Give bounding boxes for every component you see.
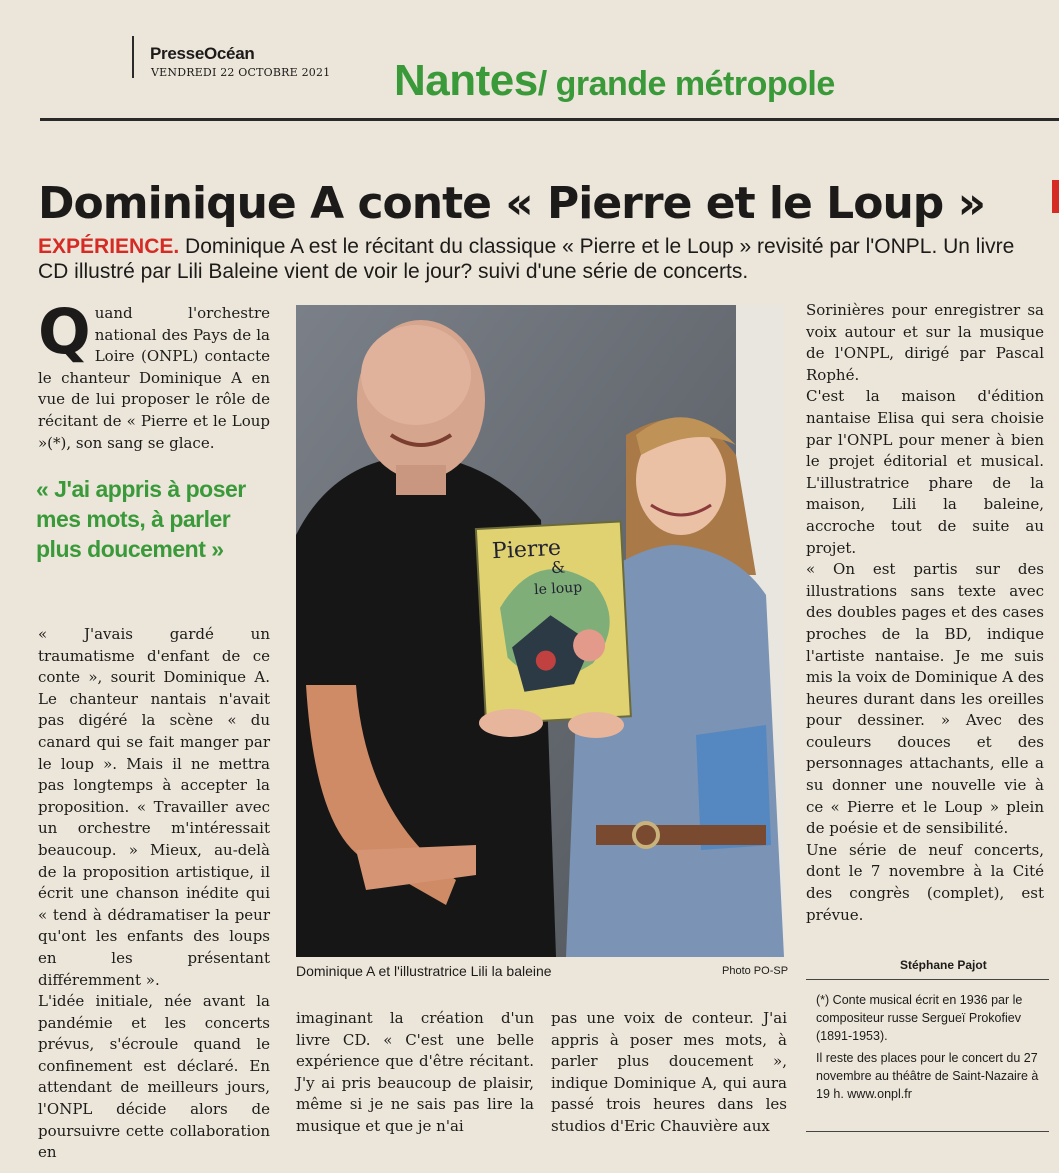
article-photo: [296, 305, 784, 957]
column-4: [806, 300, 1044, 926]
photo-credit: Photo PO-SP: [722, 965, 789, 977]
paragraph: « J'avais gardé un traumatisme d'enfant de ce conte », sourit Dominique A. Le chanteur nantais n'avait pas digéré la scène « du canard qui se fait manger par le loup ». Mais il ne mettra pas longtemps à accepter la proposition. « Travailler avec un orchestre m'intéressait beaucoup. » Mieux, au-delà de la proposition artistique, il écrit une chanson inédite qui « tend à dédramatiser la peur qu'ont les enfants des loups en les présentant différemment ».: [38, 625, 270, 989]
column-1-intro: [38, 295, 270, 454]
headline: Dominique A conte « Pierre et le Loup »: [38, 178, 986, 229]
margin-red-mark: [1052, 180, 1059, 213]
drop-cap: Q: [38, 295, 91, 368]
pull-quote: « J'ai appris à poser mes mots, à parler plus doucement »: [36, 476, 246, 562]
column-2: [296, 1008, 534, 1138]
book-title-sub: le loup: [533, 579, 583, 599]
masthead-rule: [40, 118, 1059, 121]
photo-caption: Dominique A et l'illustratrice Lili la baleine: [296, 963, 552, 979]
newspaper-name: PresseOcéan: [150, 44, 255, 63]
footnote-1: (*) Conte musical écrit en 1936 par le compositeur russe Sergueï Prokofiev (1891-1953).: [816, 993, 1023, 1043]
author-signature: Stéphane Pajot: [900, 958, 987, 972]
lead-text: Dominique A est le récitant du classique « Pierre et le Loup » revisité par l'ONPL. Un livre CD illustré par Lili Baleine vient de voir le jour? suivi d'une série de concerts.: [38, 235, 1015, 283]
footnote-box: [816, 991, 1048, 1107]
article-lead: [38, 234, 1048, 284]
footnote-rule-bottom: [806, 1131, 1049, 1132]
section-title: [394, 56, 835, 106]
kicker: EXPÉRIENCE.: [38, 235, 180, 258]
book-title-amp: &: [550, 557, 566, 578]
column-1-body: [38, 624, 270, 1164]
paragraph: imaginant la création d'un livre CD. « C'est une belle expérience que d'être récitant. J'y ai pris beaucoup de plaisir, même si je ne sais pas lire la musique et que je n'ai: [296, 1009, 534, 1135]
paragraph: « On est partis sur des illustrations sans texte avec des doubles pages et des cases proches de la BD, indique l'artiste nantaise. Je me suis mis la voix de Dominique A des heures durant dans les oreilles pour dessiner. » Avec des couleurs douces et des personnages attachants, elle a su donner une nouvelle vie à ce « Pierre et le Loup » plein de poésie et de sensibilité.: [806, 560, 1044, 838]
intro-text: uand l'orchestre national des Pays de la Loire (ONPL) contacte le chanteur Dominique A en vue de lui proposer le rôle de récitant de « Pierre et le Loup »(*), son sang se glace.: [38, 304, 270, 452]
photo-illustration: [296, 305, 784, 957]
paragraph: Une série de neuf concerts, dont le 7 novembre à la Cité des congrès (complet), est prévue.: [806, 840, 1044, 924]
paragraph: C'est la maison d'édition nantaise Elisa qui sera choisie par l'ONPL pour mener à bien le projet éditorial et musical. L'illustratrice phare de la maison, Lili la baleine, accroche tout de suite au projet.: [806, 387, 1044, 557]
footnote-rule-top: [806, 979, 1049, 980]
book-title: Pierre: [491, 535, 562, 565]
paragraph: L'idée initiale, née avant la pandémie et les concerts prévus, s'écroule quand le confinement est déclaré. En attendant de meilleurs jours, l'ONPL décide alors de poursuivre cette collaboration en: [38, 992, 270, 1162]
paragraph: pas une voix de conteur. J'ai appris à poser mes mots, à parler plus doucement », indique Dominique A, qui aura passé trois heures dans les studios d'Eric Chauvière aux: [551, 1009, 787, 1135]
column-3: [551, 1008, 787, 1138]
footnote-2: Il reste des places pour le concert du 27 novembre au théâtre de Saint-Nazaire à 19 h. www.onpl.fr: [816, 1051, 1039, 1101]
masthead-divider: [132, 36, 134, 78]
section-city: Nantes: [394, 56, 538, 105]
section-subtitle: / grande métropole: [537, 65, 835, 103]
paragraph: Sorinières pour enregistrer sa voix autour et sur la musique de l'ONPL, dirigé par Pascal Rophé.: [806, 301, 1044, 384]
issue-date: VENDREDI 22 OCTOBRE 2021: [151, 66, 331, 79]
